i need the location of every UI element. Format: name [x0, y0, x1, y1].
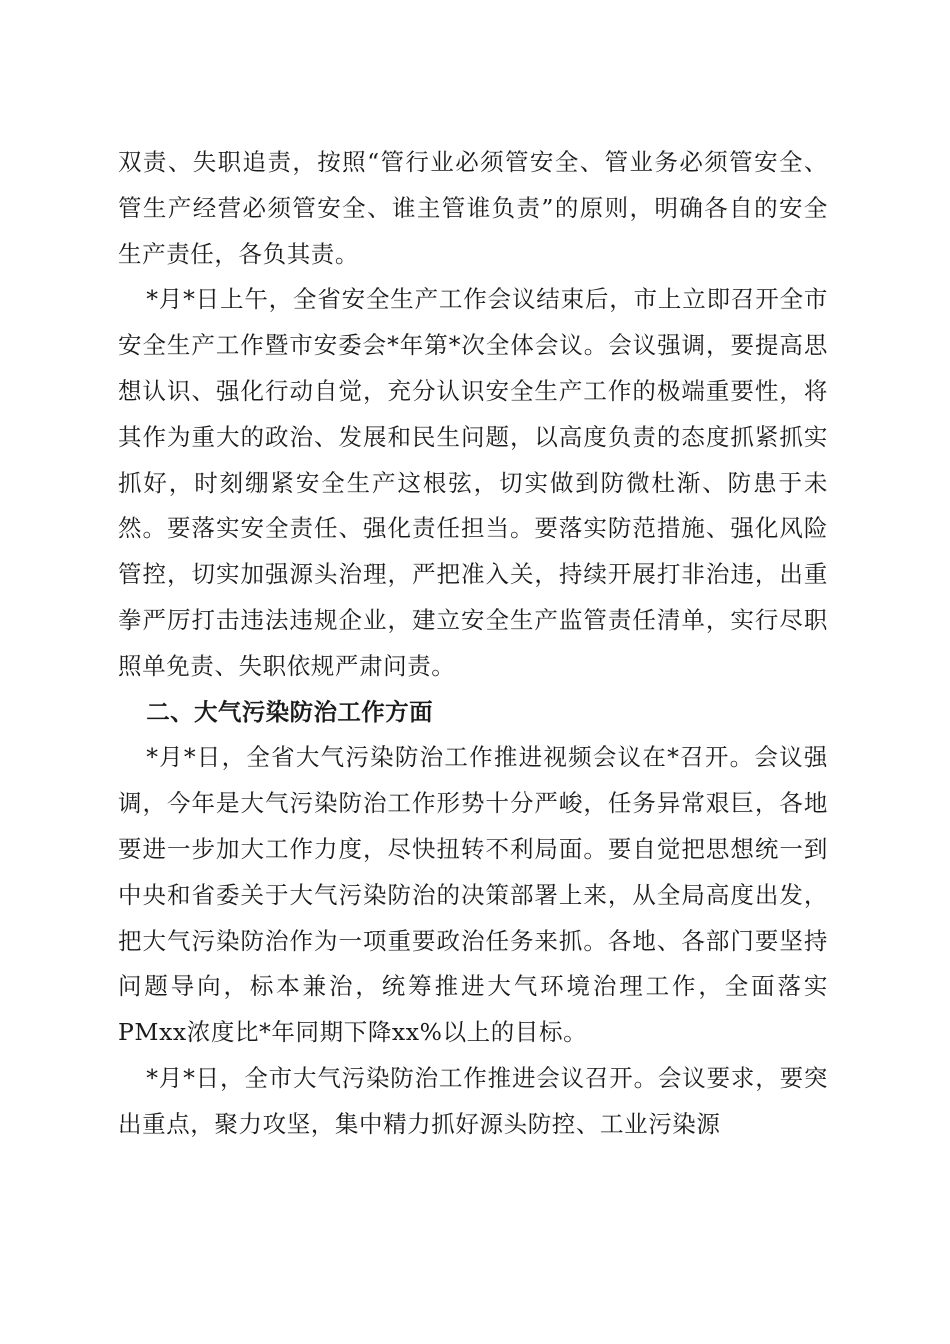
paragraph-city-air-meeting: *月*日，全市大气污染防治工作推进会议召开。会议要求，要突出重点，聚力攻坚，集中精力抓好源头防控、工业污染源: [118, 1063, 828, 1138]
paragraph-safety-meeting: *月*日上午，全省安全生产工作会议结束后，市上立即召开全市安全生产工作暨市安委会*年第*次全体会议。会议强调，要提高思想认识、强化行动自觉，充分认识安全生产工作的极端重要性，将其作为重大的政治、发展和民生问题，以高度负责的态度抓紧抓实抓好，时刻绷紧安全生产这根弦，切实做到防微杜渐、防患于未然。要落实安全责任、强化责任担当。要落实防范措施、强化风险管控，切实加强源头治理，严把准入关，持续开展打非治违，出重拳严厉打击违法违规企业，建立安全生产监管责任清单，实行尽职照单免责、失职依规严肃问责。: [118, 285, 828, 680]
document-body: [118, 140, 828, 1148]
paragraph-provincial-air-meeting: *月*日，全省大气污染防治工作推进视频会议在*召开。会议强调，今年是大气污染防治工作形势十分严峻，任务异常艰巨，各地要进一步加大工作力度，尽快扭转不利局面。要自觉把思想统一到中央和省委关于大气污染防治的决策部署上来，从全局高度出发，把大气污染防治作为一项重要政治任务来抓。各地、各部门要坚持问题导向，标本兼治，统筹推进大气环境治理工作，全面落实PMxx浓度比*年同期下降xx%以上的目标。: [118, 743, 828, 1047]
section-heading-air-pollution: 二、大气污染防治工作方面: [146, 697, 433, 726]
paragraph-continuation: 双责、失职追责，按照“管行业必须管安全、管业务必须管安全、管生产经营必须管安全、谁主管谁负责”的原则，明确各自的安全生产责任，各负其责。: [118, 148, 828, 268]
